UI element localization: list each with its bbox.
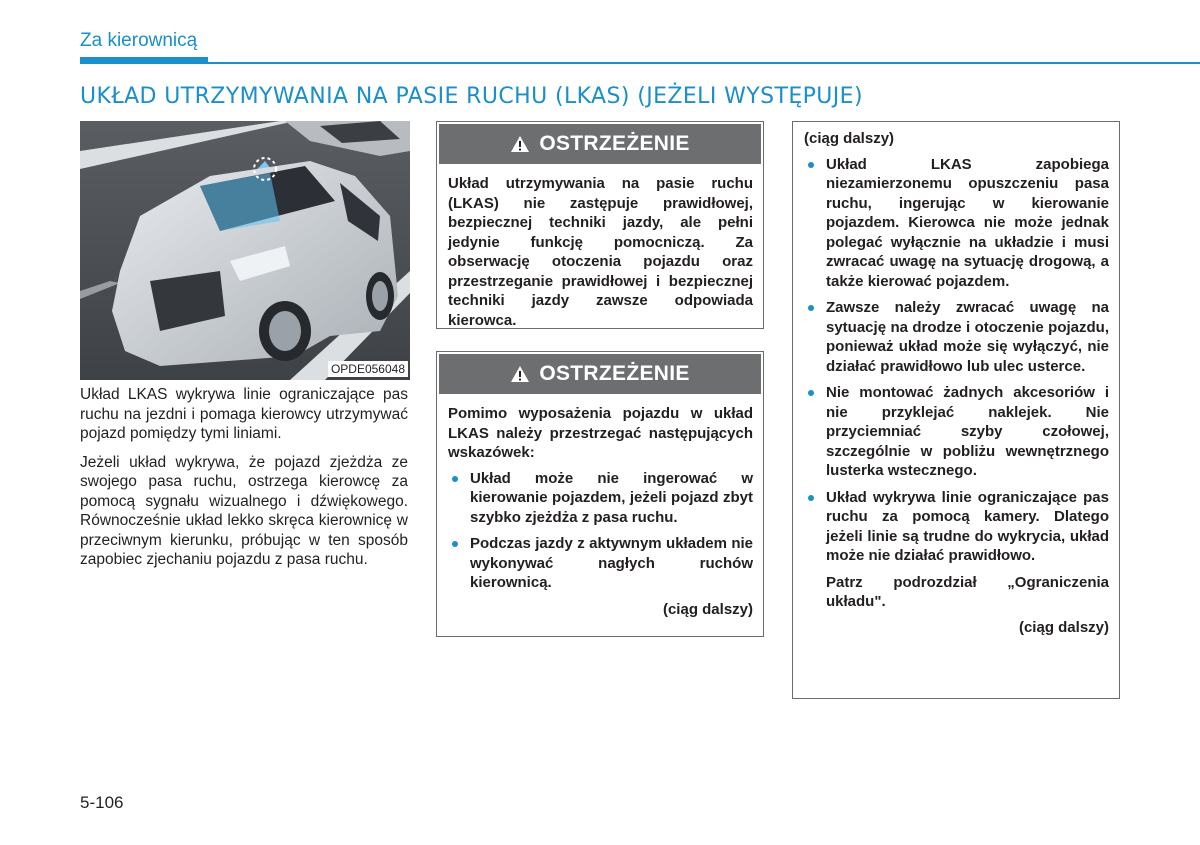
list-item-text: Zawsze należy zwracać uwagę na sytuację na drodze i otoczenie pojazdu, ponieważ układ może się wyłączyć, nie działać prawidłowo lub ulec usterce. <box>826 299 1109 375</box>
warning-heading-1: OSTRZEŻENIE <box>539 132 690 155</box>
warning-header-2 <box>439 354 761 394</box>
list-item-text: Układ może nie ingerować w kierowanie pojazdem, jeżeli pojazd zbyt szybko zjeżdża z pasa ruchu. <box>470 469 753 526</box>
continuation-bullets <box>804 155 1109 566</box>
section-divider <box>80 62 1200 64</box>
warning-body-1 <box>437 166 763 330</box>
list-item <box>804 383 1109 481</box>
lkas-illustration <box>80 121 410 380</box>
continued-bottom-label: (ciąg dalszy) <box>1018 618 1109 636</box>
bullet-dot-icon <box>452 541 458 547</box>
warning-bullets-2 <box>448 469 753 593</box>
figure-code: OPDE056048 <box>328 361 408 377</box>
warning-body-2 <box>437 396 763 619</box>
intro-paragraph-1: Układ LKAS wykrywa linie ograniczające pas ruchu na jezdni i pomaga kierowcy utrzymywać pojazd pomiędzy tymi liniami. <box>80 386 408 442</box>
bullet-dot-icon <box>808 305 814 311</box>
warning-box-1 <box>436 121 764 329</box>
list-item <box>448 469 753 528</box>
bullet-dot-icon <box>808 390 814 396</box>
reference-note: Patrz podrozdział „Ograniczenia układu". <box>826 573 1109 610</box>
warning-header-1 <box>439 124 761 164</box>
list-item-text: Podczas jazdy z aktywnym układem nie wykonywać nagłych ruchów kierownicą. <box>470 535 753 591</box>
bullet-dot-icon <box>452 476 458 482</box>
list-item-text: Układ wykrywa linie ograniczające pas ruchu za pomocą kamery. Dlatego jeżeli linie są trudne do wykrycia, układ może nie działać prawidłowo. <box>826 488 1109 564</box>
continued-label: (ciąg dalszy) <box>662 600 753 618</box>
warning-text-1: Układ utrzymywania na pasie ruchu (LKAS) nie zastępuje prawidłowej, bezpiecznej techniki jazdy, ale pełni jedynie funkcję pomocniczą. Za obserwację otoczenia pojazdu oraz przestrzeganie prawidłowej i bezpiecznej techniki jazdy zawsze odpowiada kierowca. <box>448 175 753 329</box>
warning-triangle-icon <box>510 365 530 383</box>
car-lane-camera-image <box>80 121 410 380</box>
list-item-text: Układ LKAS zapobiega niezamierzonemu opuszczeniu pasa ruchu, ingerując w kierowanie pojazdem. Kierowca nie może jednak polegać wyłącznie na układzie i musi zwracać uwagę na sytuację drogową, a także kierować pojazdem. <box>826 155 1109 290</box>
list-item <box>804 298 1109 376</box>
bullet-dot-icon <box>808 162 814 168</box>
page-number: 5-106 <box>80 793 124 812</box>
section-title: Za kierownicą <box>80 30 198 51</box>
continued-top-label: (ciąg dalszy) <box>804 130 895 147</box>
list-item <box>804 488 1109 566</box>
continuation-body <box>793 122 1119 637</box>
page-heading: UKŁAD UTRZYMYWANIA NA PASIE RUCHU (LKAS) (JEŻELI WYSTĘPUJE) <box>80 84 863 109</box>
warning-heading-2: OSTRZEŻENIE <box>539 362 690 385</box>
list-item <box>448 534 753 593</box>
warning-box-2 <box>436 351 764 637</box>
intro-paragraph-2: Jeżeli układ wykrywa, że pojazd zjeżdża ze swojego pasa ruchu, ostrzega kierowcę za pomocą sygnału wizualnego i dźwiękowego. Równocześnie układ lekko skręca kierownicę w przeciwnym kierunku, próbując w ten sposób zapobiec zjechaniu pojazdu z pasa ruchu. <box>80 453 408 568</box>
list-item <box>804 155 1109 292</box>
warning-intro-2: Pomimo wyposażenia pojazdu w układ LKAS należy przestrzegać następujących wskazówek: <box>448 405 753 461</box>
intro-text <box>80 385 408 579</box>
list-item-text: Nie montować żadnych akcesoriów i nie przyklejać naklejek. Nie przyciemniać szyby czołowej, szczególnie w pobliżu wewnętrznego lusterka wstecznego. <box>826 384 1109 479</box>
warning-continuation-box <box>792 121 1120 699</box>
bullet-dot-icon <box>808 495 814 501</box>
warning-triangle-icon <box>510 135 530 153</box>
